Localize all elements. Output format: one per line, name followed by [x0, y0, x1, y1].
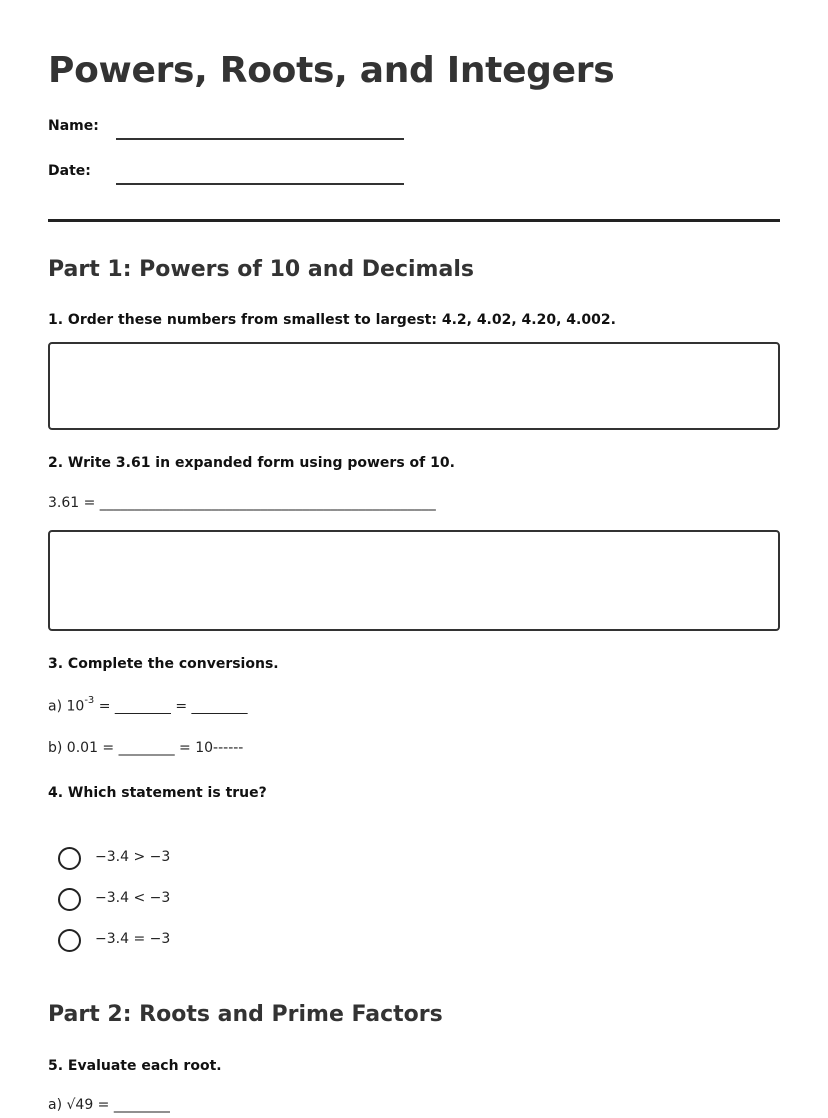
- name-input-line[interactable]: [116, 138, 404, 140]
- question-2-expanded-line: 3.61 = ________________________________________________: [48, 495, 436, 511]
- question-5: 5. Evaluate each root.: [48, 1058, 222, 1074]
- question-4: 4. Which statement is true?: [48, 785, 267, 801]
- part1-title: Part 1: Powers of 10 and Decimals: [48, 257, 474, 282]
- date-field: [48, 163, 408, 187]
- question-3: 3. Complete the conversions.: [48, 656, 279, 672]
- q4-option-2[interactable]: [58, 888, 258, 912]
- question-5a: a) √49 = ________: [48, 1097, 170, 1113]
- q4-option-2-label: −3.4 < −3: [95, 890, 171, 906]
- q4-option-1-label: −3.4 > −3: [95, 849, 171, 865]
- question-3a: [48, 697, 248, 715]
- radio-circle-icon[interactable]: [58, 847, 81, 870]
- name-field: [48, 118, 408, 142]
- question-2: 2. Write 3.61 in expanded form using powers of 10.: [48, 455, 455, 471]
- radio-circle-icon[interactable]: [58, 888, 81, 911]
- question-3a-exponent: -3: [84, 695, 95, 706]
- question-3a-base: a) 10: [48, 698, 85, 715]
- worksheet-title: Powers, Roots, and Integers: [48, 50, 615, 91]
- header-divider: [48, 219, 780, 222]
- q4-option-3[interactable]: [58, 929, 258, 953]
- date-input-line[interactable]: [116, 183, 404, 185]
- answer-box-1[interactable]: [48, 342, 780, 430]
- name-label: Name:: [48, 118, 99, 134]
- answer-box-2[interactable]: [48, 530, 780, 631]
- question-1: 1. Order these numbers from smallest to largest: 4.2, 4.02, 4.20, 4.002.: [48, 312, 616, 328]
- radio-circle-icon[interactable]: [58, 929, 81, 952]
- q4-option-3-label: −3.4 = −3: [95, 931, 171, 947]
- q4-option-1[interactable]: [58, 847, 258, 871]
- part2-title: Part 2: Roots and Prime Factors: [48, 1002, 443, 1027]
- question-3b: b) 0.01 = ________ = 10------: [48, 740, 244, 756]
- date-label: Date:: [48, 163, 91, 179]
- question-3a-blanks: = ________ = ________: [94, 698, 248, 715]
